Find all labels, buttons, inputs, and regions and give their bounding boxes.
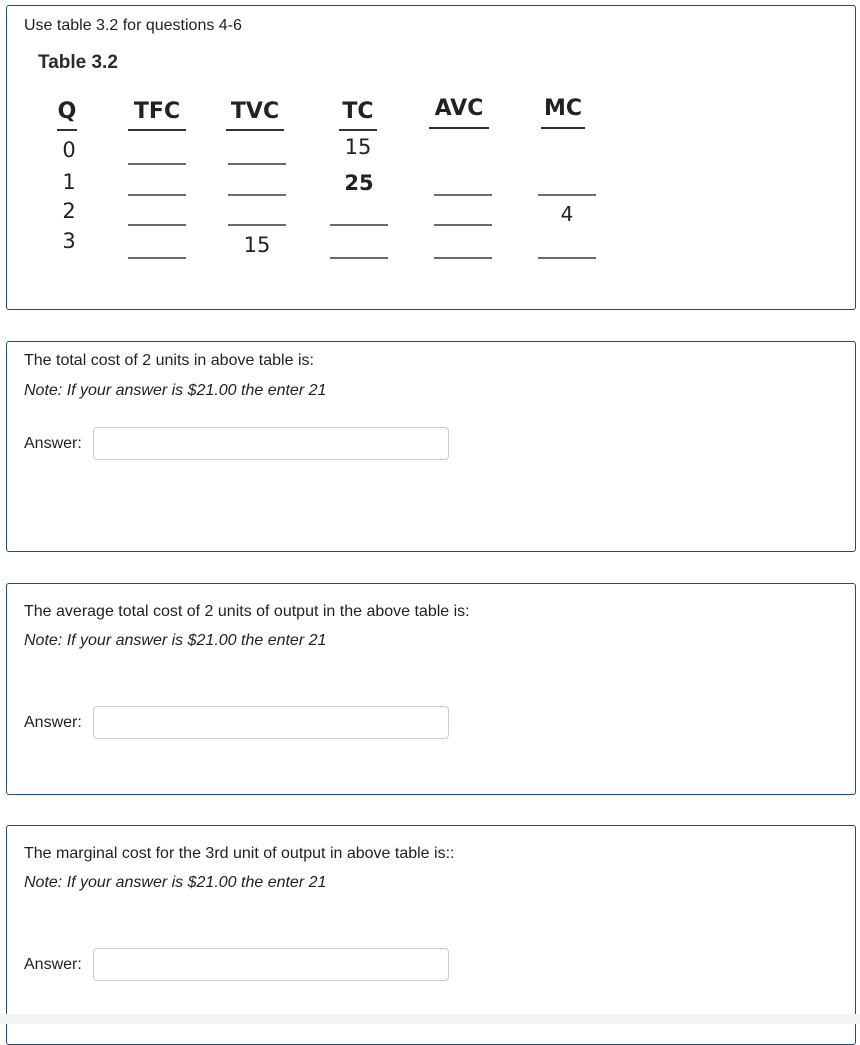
question-text: The average total cost of 2 units of output in the above table is: bbox=[24, 603, 470, 620]
header-underline bbox=[128, 129, 186, 131]
blank-mc-3 bbox=[538, 257, 596, 259]
question-note: Note: If your answer is $21.00 the enter 21 bbox=[24, 874, 327, 891]
question-card-average-total-cost bbox=[6, 583, 856, 795]
answer-label: Answer: bbox=[24, 714, 82, 731]
answer-input-average-total-cost[interactable] bbox=[93, 706, 449, 739]
header-underline bbox=[57, 129, 77, 131]
q-value-1: 1 bbox=[62, 170, 76, 194]
blank-avc-2 bbox=[434, 224, 492, 226]
question-text: The total cost of 2 units in above table is: bbox=[24, 352, 314, 369]
header-tc: TC bbox=[342, 99, 374, 124]
answer-label: Answer: bbox=[24, 435, 82, 452]
question-card-marginal-cost bbox=[6, 825, 856, 1045]
blank-tfc-1 bbox=[128, 194, 186, 196]
question-note: Note: If your answer is $21.00 the enter 21 bbox=[24, 632, 327, 649]
header-avc: AVC bbox=[434, 96, 484, 121]
blank-tc-3 bbox=[330, 257, 388, 259]
blank-tvc-1 bbox=[228, 194, 286, 196]
q-value-0: 0 bbox=[62, 138, 76, 162]
blank-tfc-3 bbox=[128, 257, 186, 259]
tvc-row-3: 15 bbox=[243, 233, 271, 257]
tc-row-0: 15 bbox=[344, 135, 372, 159]
blank-tc-2 bbox=[330, 224, 388, 226]
blank-avc-3 bbox=[434, 257, 492, 259]
question-card-total-cost bbox=[6, 341, 856, 552]
question-text: The marginal cost for the 3rd unit of output in above table is:: bbox=[24, 845, 455, 862]
tc-row-1: 25 bbox=[344, 171, 374, 195]
table-info-card bbox=[6, 5, 856, 310]
blank-avc-1 bbox=[434, 194, 492, 196]
header-underline bbox=[541, 127, 585, 129]
header-tvc: TVC bbox=[230, 99, 280, 124]
header-tfc: TFC bbox=[133, 99, 181, 124]
instruction-text: Use table 3.2 for questions 4-6 bbox=[24, 17, 242, 34]
header-underline bbox=[429, 127, 489, 129]
mc-row-2: 4 bbox=[560, 202, 574, 226]
q-value-2: 2 bbox=[62, 199, 76, 223]
table-title: Table 3.2 bbox=[38, 52, 118, 73]
header-underline bbox=[226, 129, 284, 131]
q-value-3: 3 bbox=[62, 229, 76, 253]
cost-table bbox=[47, 91, 607, 281]
bottom-strip bbox=[0, 1014, 860, 1024]
question-note: Note: If your answer is $21.00 the enter 21 bbox=[24, 382, 327, 399]
answer-label: Answer: bbox=[24, 956, 82, 973]
answer-input-marginal-cost[interactable] bbox=[93, 948, 449, 981]
blank-tfc-0 bbox=[128, 163, 186, 165]
blank-tvc-0 bbox=[228, 163, 286, 165]
header-q: Q bbox=[57, 99, 77, 124]
header-underline bbox=[339, 129, 377, 131]
blank-tvc-2 bbox=[228, 224, 286, 226]
blank-mc-1 bbox=[538, 194, 596, 196]
answer-input-total-cost[interactable] bbox=[93, 427, 449, 460]
blank-tfc-2 bbox=[128, 224, 186, 226]
header-mc: MC bbox=[543, 96, 583, 121]
